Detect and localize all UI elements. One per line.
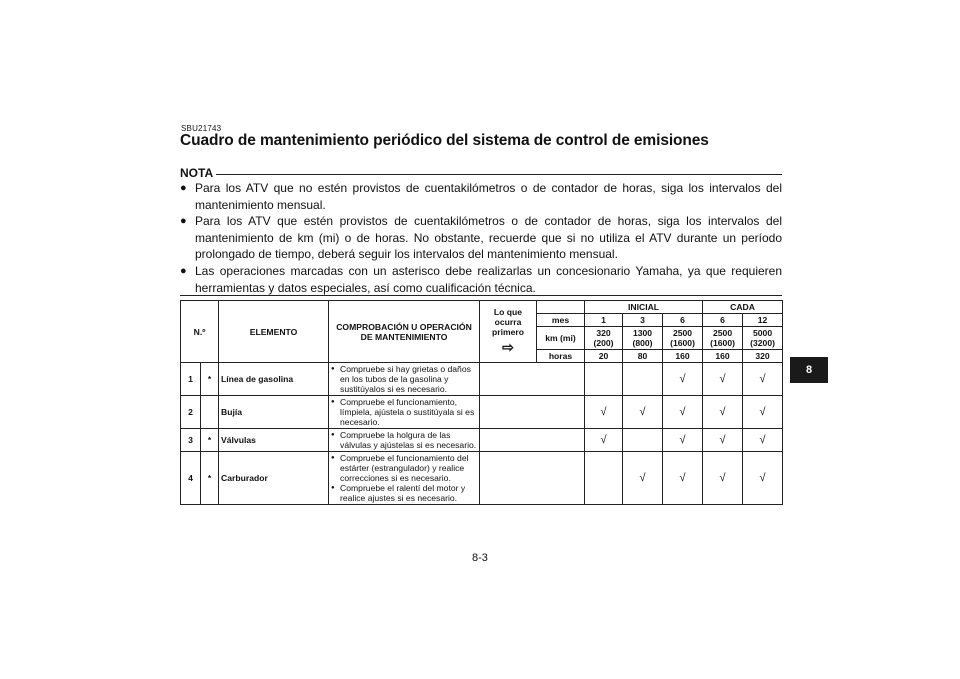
interval-value-horas: 80 bbox=[623, 350, 663, 363]
nota-item-text: Las operaciones marcadas con un asterisco debe realizarlas un concesionario Yamaha, ya que requieren herramientas y datos especiales, así como cualificación técnica. bbox=[195, 263, 782, 295]
interval-value-km: 2500 (1600) bbox=[663, 327, 703, 350]
row-number: 3 bbox=[181, 429, 201, 452]
interval-mark: √ bbox=[703, 429, 743, 452]
interval-value-mes: 6 bbox=[663, 314, 703, 327]
interval-mark: √ bbox=[663, 396, 703, 429]
row-element: Válvulas bbox=[219, 429, 329, 452]
interval-label-mes: mes bbox=[537, 314, 585, 327]
row-element: Bujía bbox=[219, 396, 329, 429]
table-row bbox=[181, 452, 783, 505]
header-no: N.º bbox=[181, 301, 219, 363]
row-blank bbox=[480, 429, 585, 452]
nota-item bbox=[180, 263, 782, 296]
interval-value-horas: 160 bbox=[663, 350, 703, 363]
interval-value-horas: 160 bbox=[703, 350, 743, 363]
header-first bbox=[480, 301, 537, 363]
interval-value-mes: 3 bbox=[623, 314, 663, 327]
row-element: Línea de gasolina bbox=[219, 363, 329, 396]
row-checks bbox=[329, 396, 480, 429]
row-blank bbox=[480, 363, 585, 396]
interval-mark: √ bbox=[703, 452, 743, 505]
interval-mark bbox=[623, 363, 663, 396]
interval-mark: √ bbox=[743, 363, 783, 396]
header-every: CADA bbox=[703, 301, 783, 314]
check-list bbox=[331, 397, 477, 427]
row-asterisk: * bbox=[201, 429, 219, 452]
row-asterisk: * bbox=[201, 452, 219, 505]
interval-mark: √ bbox=[585, 396, 623, 429]
header-first-label: Lo que ocurra primero bbox=[492, 307, 525, 337]
row-asterisk: * bbox=[201, 363, 219, 396]
nota-label: NOTA bbox=[180, 166, 216, 180]
maintenance-table bbox=[180, 300, 783, 505]
interval-value-mes: 1 bbox=[585, 314, 623, 327]
interval-mark: √ bbox=[703, 396, 743, 429]
nota-header bbox=[180, 166, 782, 178]
row-checks bbox=[329, 363, 480, 396]
interval-mark: √ bbox=[703, 363, 743, 396]
interval-value-km: 320 (200) bbox=[585, 327, 623, 350]
interval-value-km: 1300 (800) bbox=[623, 327, 663, 350]
nota-item-text: Para los ATV que estén provistos de cuentakilómetros o de contador de horas, siga los intervalos del mantenimiento de km (mi) o de horas. No obstante, recuerde que si no utiliza el ATV durante un período prolongado de tiempo, deberá seguir los intervalos del mantenimiento mensual. bbox=[195, 214, 782, 262]
section-code: SBU21743 bbox=[181, 124, 222, 133]
page-number: 8-3 bbox=[472, 552, 488, 564]
interval-value-mes: 6 bbox=[703, 314, 743, 327]
interval-mark bbox=[585, 363, 623, 396]
interval-mark: √ bbox=[585, 429, 623, 452]
interval-value-km: 2500 (1600) bbox=[703, 327, 743, 350]
interval-mark: √ bbox=[663, 363, 703, 396]
check-list bbox=[331, 364, 477, 394]
nota-item bbox=[180, 180, 782, 213]
chapter-tab: 8 bbox=[790, 357, 828, 383]
interval-value-horas: 20 bbox=[585, 350, 623, 363]
bullet-icon: ● bbox=[180, 215, 187, 228]
header-spacer bbox=[537, 301, 585, 314]
table-row bbox=[181, 363, 783, 396]
table-body bbox=[181, 363, 783, 505]
nota-item-text: Para los ATV que no estén provistos de cuentakilómetros o de contador de horas, siga los intervalos del mantenimiento mensual. bbox=[195, 181, 782, 212]
bullet-icon: ● bbox=[180, 182, 187, 194]
table-header-row bbox=[181, 301, 783, 314]
interval-label-km: km (mi) bbox=[537, 327, 585, 350]
page-title: Cuadro de mantenimiento periódico del sistema de control de emisiones bbox=[180, 132, 709, 149]
nota-list bbox=[180, 180, 782, 296]
row-blank bbox=[480, 396, 585, 429]
nota-end-rule bbox=[180, 295, 782, 296]
interval-mark: √ bbox=[743, 429, 783, 452]
row-checks bbox=[329, 429, 480, 452]
check-item: ● Compruebe el funcionamiento, límpiela, ajústela o sustitúyala si es necesario. bbox=[340, 397, 477, 427]
check-list bbox=[331, 430, 477, 450]
arrow-right-icon: ⇨ bbox=[502, 339, 514, 355]
header-element: ELEMENTO bbox=[219, 301, 329, 363]
table-row bbox=[181, 396, 783, 429]
header-check: COMPROBACIÓN U OPERACIÓN DE MANTENIMIENTO bbox=[329, 301, 480, 363]
check-list bbox=[331, 453, 477, 503]
interval-mark bbox=[585, 452, 623, 505]
nota-rule bbox=[180, 174, 782, 175]
check-item: ● Compruebe la holgura de las válvulas y ajústelas si es necesario. bbox=[340, 430, 477, 450]
nota-item bbox=[180, 213, 782, 263]
interval-mark: √ bbox=[743, 396, 783, 429]
row-element: Carburador bbox=[219, 452, 329, 505]
row-blank bbox=[480, 452, 585, 505]
row-asterisk bbox=[201, 396, 219, 429]
check-item: ● Compruebe el funcionamiento del estárter (estrangulador) y realice correcciones si es necesario. bbox=[340, 453, 477, 483]
interval-mark: √ bbox=[623, 396, 663, 429]
header-initial: INICIAL bbox=[585, 301, 703, 314]
interval-mark: √ bbox=[663, 452, 703, 505]
interval-mark: √ bbox=[623, 452, 663, 505]
interval-label-horas: horas bbox=[537, 350, 585, 363]
row-checks bbox=[329, 452, 480, 505]
interval-mark bbox=[623, 429, 663, 452]
table-row bbox=[181, 429, 783, 452]
check-item: ● Compruebe si hay grietas o daños en los tubos de la gasolina y sustitúyalos si es necesario. bbox=[340, 364, 477, 394]
row-number: 2 bbox=[181, 396, 201, 429]
row-number: 4 bbox=[181, 452, 201, 505]
interval-value-mes: 12 bbox=[743, 314, 783, 327]
interval-value-km: 5000 (3200) bbox=[743, 327, 783, 350]
bullet-icon: ● bbox=[180, 264, 187, 277]
check-item: ● Compruebe el ralentí del motor y realice ajustes si es necesario. bbox=[340, 483, 477, 503]
interval-mark: √ bbox=[663, 429, 703, 452]
interval-value-horas: 320 bbox=[743, 350, 783, 363]
row-number: 1 bbox=[181, 363, 201, 396]
interval-mark: √ bbox=[743, 452, 783, 505]
